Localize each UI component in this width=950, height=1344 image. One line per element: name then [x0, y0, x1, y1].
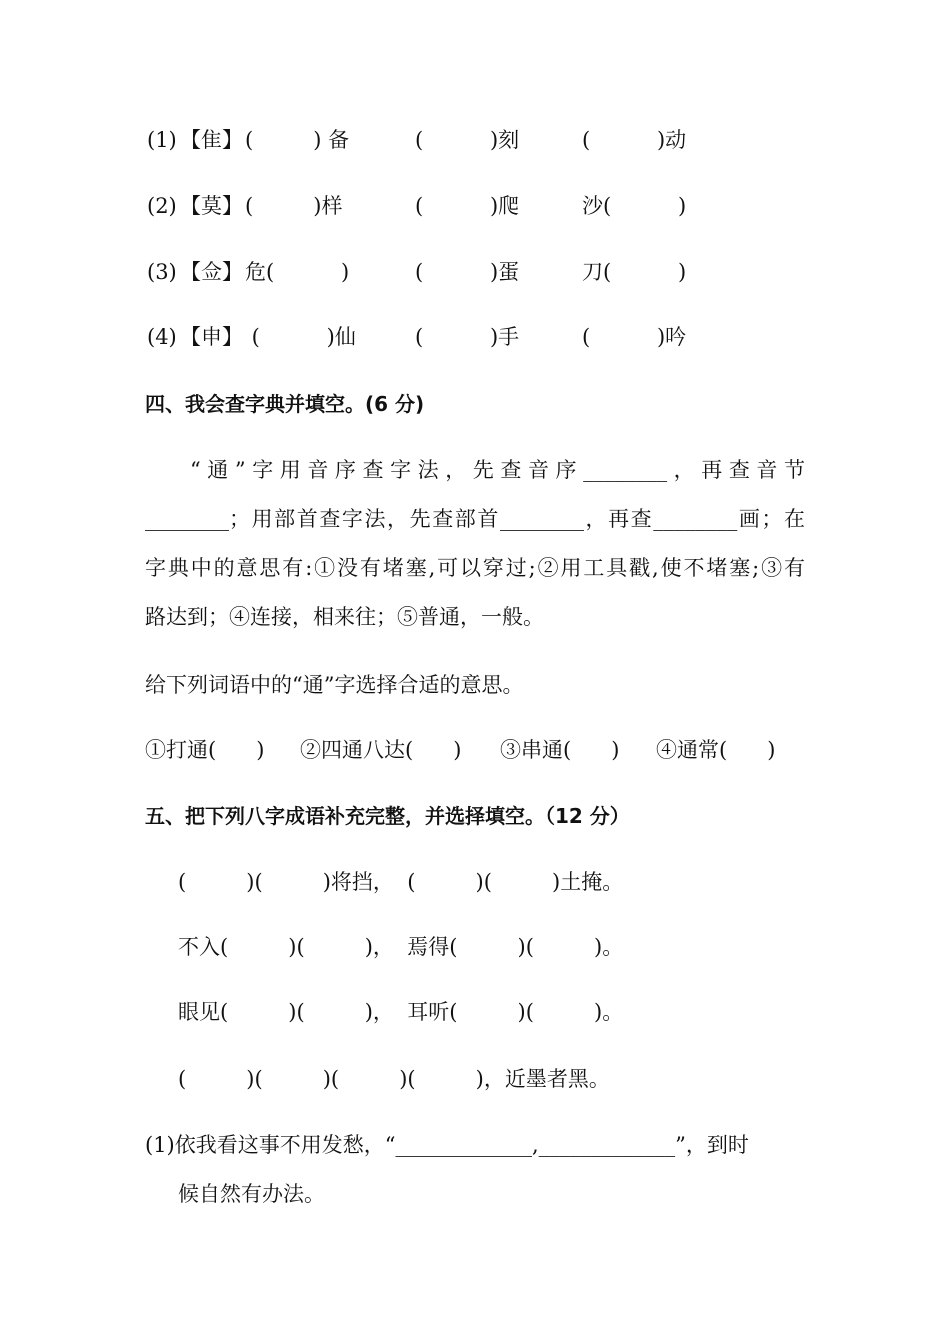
section4-paragraph-line-4: 路达到；④连接，相来往；⑤普通，一般。: [145, 605, 544, 629]
section4-heading: 四、我会查字典并填空。(6 分): [145, 392, 425, 416]
row-number: (3): [147, 260, 177, 284]
blank-word-2: ( )刻: [415, 128, 520, 152]
radical-key: 【申】: [180, 325, 243, 349]
question-1-line-1: (1)依我看这事不用发愁，“_____________,_____________”，到时: [145, 1133, 749, 1157]
section4-instruction: 给下列词语中的“通”字选择合适的意思。: [145, 673, 524, 697]
idiom-line-3: 眼见( )( )， 耳听( )( )。: [178, 1000, 624, 1024]
section4-paragraph-line-1: “通”字用音序查字法，先查音序________，再查音节: [190, 458, 805, 482]
choice-2: ②四通八达( ): [300, 738, 462, 762]
blank-word-2: ( )手: [415, 325, 520, 349]
blank-word-1: ( ) 备: [245, 128, 350, 152]
radical-key: 【隹】: [180, 128, 243, 152]
blank-word-1: ( )样: [245, 194, 343, 218]
radical-key: 【佥】: [180, 260, 243, 284]
blank-word-2: ( )爬: [415, 194, 520, 218]
blank-word-3: ( )动: [582, 128, 687, 152]
blank-word-1: ( )仙: [245, 325, 356, 349]
row-number: (2): [147, 194, 177, 218]
idiom-line-4: ( )( )( )( )，近墨者黑。: [178, 1067, 610, 1091]
section5-heading: 五、把下列八字成语补充完整，并选择填空。（12 分）: [145, 804, 630, 828]
section4-paragraph-line-3: 字典中的意思有:①没有堵塞,可以穿过;②用工具戳,使不堵塞;③有: [145, 556, 805, 580]
radical-key: 【莫】: [180, 194, 243, 218]
blank-word-3: 沙( ): [582, 194, 687, 218]
blank-word-1: 危( ): [245, 260, 350, 284]
choice-1: ①打通( ): [145, 738, 265, 762]
section4-paragraph-line-2: ________；用部首查字法，先查部首________，再查________画；在: [145, 507, 805, 531]
choice-4: ④通常( ): [656, 738, 776, 762]
row-number: (4): [147, 325, 177, 349]
blank-word-3: ( )吟: [582, 325, 687, 349]
choice-3: ③串通( ): [500, 738, 620, 762]
question-1-line-2: 候自然有办法。: [178, 1182, 325, 1206]
row-number: (1): [147, 128, 177, 152]
idiom-line-1: ( )( )将挡， ( )( )土掩。: [178, 870, 624, 894]
idiom-line-2: 不入( )( )， 焉得( )( )。: [178, 935, 624, 959]
blank-word-2: ( )蛋: [415, 260, 520, 284]
blank-word-3: 刀( ): [582, 260, 687, 284]
